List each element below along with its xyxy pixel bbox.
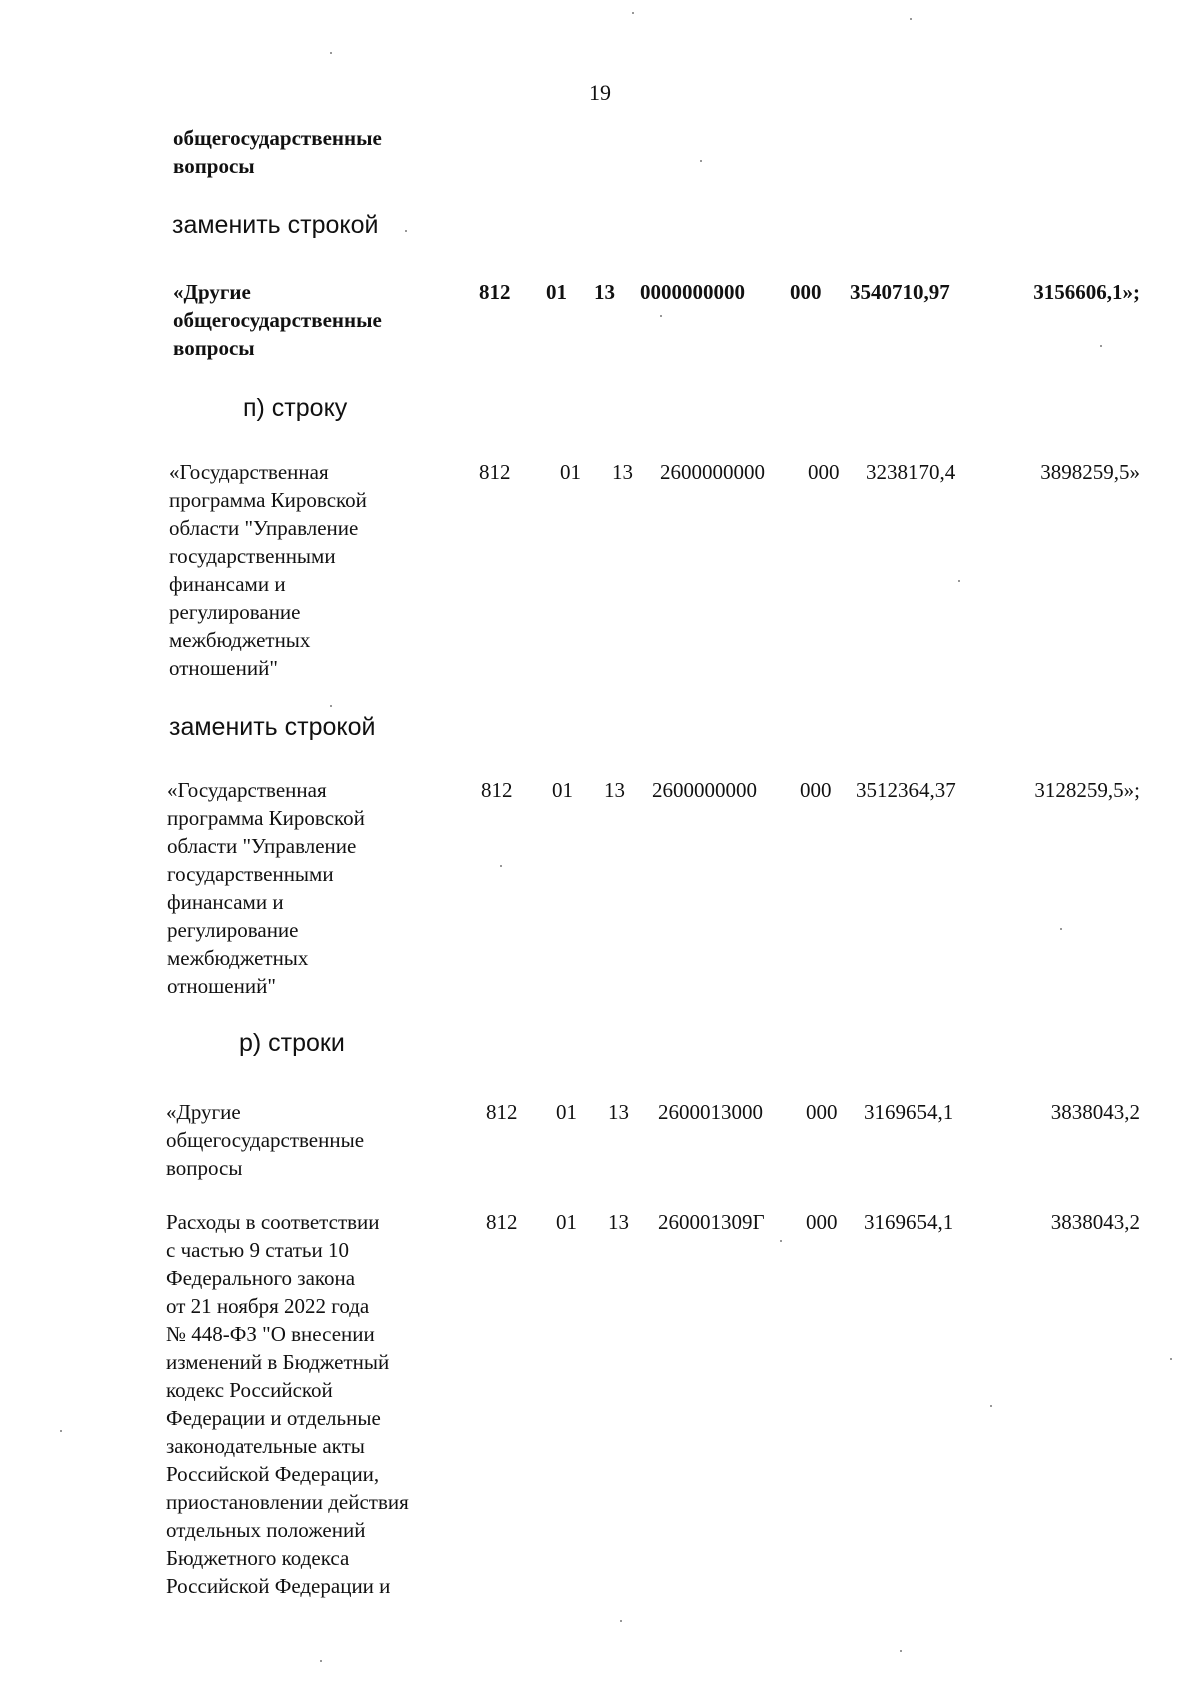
scan-speck bbox=[1100, 345, 1102, 347]
row-gp-new-name: «Государственная программа Кировской области "Управление государственными финансами и регулирование межбюджетных отношений" bbox=[167, 778, 365, 998]
cell-year1: 3169654,1 bbox=[864, 1100, 954, 1124]
cell-vr: 000 bbox=[790, 280, 822, 304]
cell-year2: 3838043,2 bbox=[1050, 1100, 1140, 1124]
row-gp-old-name: «Государственная программа Кировской области "Управление государственными финансами и регулирование межбюджетных отношений" bbox=[169, 460, 367, 680]
cell-csr: 0000000000 bbox=[640, 280, 745, 304]
scan-speck bbox=[330, 705, 332, 707]
row-other-bold-name: «Другие общегосударственные вопросы bbox=[173, 280, 382, 360]
scan-speck bbox=[958, 580, 960, 582]
cell-glav: 812 bbox=[486, 1100, 518, 1124]
cell-vr: 000 bbox=[800, 778, 832, 802]
scan-speck bbox=[990, 1405, 992, 1407]
cell-pr: 13 bbox=[612, 460, 633, 484]
scan-speck bbox=[660, 315, 662, 317]
cell-csr: 2600013000 bbox=[658, 1100, 763, 1124]
scan-speck bbox=[320, 1660, 322, 1662]
scan-speck bbox=[1060, 928, 1062, 930]
cell-rz: 01 bbox=[556, 1210, 577, 1234]
heading-r-rows: р) строки bbox=[239, 1029, 345, 1057]
cell-rz: 01 bbox=[546, 280, 567, 304]
heading-replace-2: заменить строкой bbox=[169, 713, 376, 741]
heading-replace-1: заменить строкой bbox=[172, 211, 379, 239]
row-gp-old bbox=[0, 458, 1200, 488]
scan-speck bbox=[330, 52, 332, 54]
cell-year1: 3512364,37 bbox=[856, 778, 956, 802]
row-other-r-name: «Другие общегосударственные вопросы bbox=[166, 1100, 365, 1180]
scan-speck bbox=[1170, 1358, 1172, 1360]
scan-speck bbox=[60, 1430, 62, 1432]
row-gp-new bbox=[0, 776, 1200, 806]
cell-vr: 000 bbox=[806, 1210, 838, 1234]
cell-year2: 3156606,1»; bbox=[1033, 280, 1140, 304]
scan-speck bbox=[500, 865, 502, 867]
cell-rz: 01 bbox=[552, 778, 573, 802]
cell-glav: 812 bbox=[481, 778, 513, 802]
scan-speck bbox=[632, 12, 634, 14]
scan-speck bbox=[405, 230, 407, 232]
top-fragment-text: общегосударственные вопросы bbox=[173, 126, 382, 178]
cell-rz: 01 bbox=[556, 1100, 577, 1124]
row-other-bold bbox=[0, 278, 1200, 308]
page-number: 19 bbox=[589, 80, 611, 105]
cell-csr: 2600000000 bbox=[652, 778, 757, 802]
row-other-r bbox=[0, 1098, 1200, 1128]
cell-year1: 3169654,1 bbox=[864, 1210, 954, 1234]
cell-year1: 3238170,4 bbox=[866, 460, 956, 484]
cell-csr: 2600000000 bbox=[660, 460, 765, 484]
cell-glav: 812 bbox=[479, 460, 511, 484]
scan-speck bbox=[700, 160, 702, 162]
scan-speck bbox=[900, 1650, 902, 1652]
scan-speck bbox=[620, 1620, 622, 1622]
cell-year2: 3128259,5»; bbox=[1034, 778, 1140, 802]
heading-p-row: п) строку bbox=[243, 394, 348, 422]
row-expenses bbox=[0, 1208, 1200, 1238]
cell-year2: 3898259,5» bbox=[1040, 460, 1140, 484]
scan-speck bbox=[910, 18, 912, 20]
row-expenses-name: Расходы в соответствии с частью 9 статьи 10 Федерального закона от 21 ноября 2022 года № 448-ФЗ "О внесении изменений в Бюджетный кодекс Российской Федерации и отдельные законодательные акты Российской Федерации, приостановлении действия отдельных положений Бюджетного кодекса Российской Федерации и bbox=[166, 1210, 409, 1598]
cell-year2: 3838043,2 bbox=[1050, 1210, 1140, 1234]
cell-vr: 000 bbox=[808, 460, 840, 484]
cell-pr: 13 bbox=[608, 1210, 629, 1234]
cell-pr: 13 bbox=[608, 1100, 629, 1124]
cell-rz: 01 bbox=[560, 460, 581, 484]
cell-pr: 13 bbox=[594, 280, 615, 304]
cell-year1: 3540710,97 bbox=[850, 280, 950, 304]
cell-glav: 812 bbox=[479, 280, 511, 304]
cell-pr: 13 bbox=[604, 778, 625, 802]
cell-csr: 260001309Г bbox=[658, 1210, 765, 1234]
scan-speck bbox=[780, 1240, 782, 1242]
cell-glav: 812 bbox=[486, 1210, 518, 1234]
cell-vr: 000 bbox=[806, 1100, 838, 1124]
